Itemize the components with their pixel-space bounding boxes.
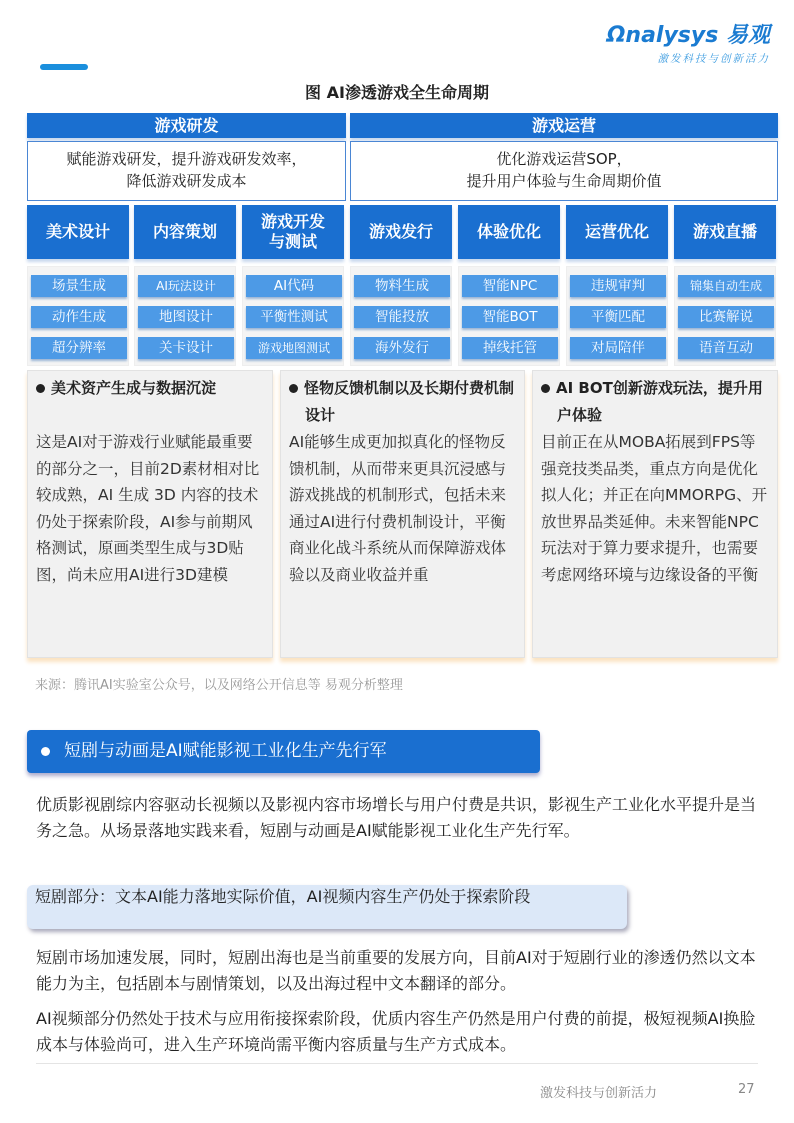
figure-title: 图 AI渗透游戏全生命周期 bbox=[305, 83, 489, 102]
group-header-dev: 游戏研发 bbox=[27, 113, 346, 138]
highlight-subheading: 短剧部分：文本AI能力落地实际价值，AI视频内容生产仍处于探索阶段 bbox=[27, 885, 627, 929]
item-tag: 动作生成 bbox=[31, 306, 127, 328]
item-tag: 平衡性测试 bbox=[246, 306, 342, 328]
item-tag: 对局陪伴 bbox=[570, 337, 666, 359]
category-2: 游戏开发与测试 bbox=[242, 205, 344, 259]
figure-source: 来源：腾讯AI实验室公众号，以及网络公开信息等 易观分析整理 bbox=[35, 678, 403, 693]
category-items bbox=[566, 266, 668, 366]
accent-bar bbox=[40, 64, 88, 70]
item-tag: 海外发行 bbox=[354, 337, 450, 359]
paragraph-short-drama: 短剧市场加速发展，同时，短剧出海也是当前重要的发展方向，目前AI对于短剧行业的渗透仍然以文本能力为主，包括剧本与剧情策划，以及出海过程中文本翻译的部分。 bbox=[36, 948, 756, 993]
group-desc-dev: 赋能游戏研发，提升游戏研发效率， 降低游戏研发成本 bbox=[27, 141, 346, 201]
item-tag: 比赛解说 bbox=[678, 306, 774, 328]
item-tag: 锦集自动生成 bbox=[678, 275, 774, 297]
bullet-icon bbox=[289, 384, 298, 393]
paragraph-intro: 优质影视剧综内容驱动长视频以及影视内容市场增长与用户付费是共识，影视生产工业化水平提升是当务之急。从场景落地实践来看，短剧与动画是AI赋能影视工业化生产先行军。 bbox=[36, 795, 757, 840]
category-0: 美术设计 bbox=[27, 205, 129, 259]
card-ai-bot: AI BOT创新游戏玩法，提升用户体验 目前正在从MOBA拓展到FPS等强竞技类品类，重点方向是优化拟人化；并正在向MMORPG、开放世界品类延伸。未来智能NPC玩法对于算力要求提升，也需要考虑网络环境与边缘设备的平衡 bbox=[532, 370, 778, 658]
item-tag: 智能NPC bbox=[462, 275, 558, 297]
category-items bbox=[134, 266, 236, 366]
card-monster-feedback: 怪物反馈机制以及长期付费机制设计 AI能够生成更加拟真化的怪物反馈机制，从而带来更具沉浸感与游戏挑战的机制形式，包括未来通过AI进行付费机制设计，平衡商业化战斗系统从而保障游戏体验以及商业收益并重 bbox=[280, 370, 525, 658]
item-tag: 语音互动 bbox=[678, 337, 774, 359]
bullet-icon bbox=[36, 384, 45, 393]
category-items bbox=[27, 266, 129, 366]
item-tag: 关卡设计 bbox=[138, 337, 234, 359]
item-tag: 超分辨率 bbox=[31, 337, 127, 359]
category-5: 运营优化 bbox=[566, 205, 668, 259]
group-desc-ops: 优化游戏运营SOP， 提升用户体验与生命周期价值 bbox=[350, 141, 778, 201]
footer-slogan: 激发科技与创新活力 bbox=[540, 1086, 658, 1101]
paragraph-ai-video: AI视频部分仍然处于技术与应用衔接探索阶段，优质内容生产仍然是用户付费的前提，极短视频AI换脸成本与体验尚可，进入生产环境尚需平衡内容质量与生产方式成本。 bbox=[36, 1009, 756, 1054]
item-tag: 智能投放 bbox=[354, 306, 450, 328]
card-art-assets: 美术资产生成与数据沉淀 这是AI对于游戏行业赋能最重要的部分之一，目前2D素材相对比较成熟，AI 生成 3D 内容的技术仍处于探索阶段，AI参与前期风格测试，原画类型生成与3D贴图，尚未应用AI进行3D建模 bbox=[27, 370, 273, 658]
category-6: 游戏直播 bbox=[674, 205, 776, 259]
item-tag: 物料生成 bbox=[354, 275, 450, 297]
item-tag: 场景生成 bbox=[31, 275, 127, 297]
analysys-logo: Ωnalysys 易观 激发科技与创新活力 bbox=[606, 23, 770, 65]
item-tag: AI代码 bbox=[246, 275, 342, 297]
page-number: 27 bbox=[738, 1082, 755, 1097]
category-1: 内容策划 bbox=[134, 205, 236, 259]
item-tag: 掉线托管 bbox=[462, 337, 558, 359]
category-items bbox=[674, 266, 776, 366]
category-items bbox=[458, 266, 560, 366]
bullet-icon bbox=[541, 384, 550, 393]
item-tag: 平衡匹配 bbox=[570, 306, 666, 328]
category-3: 游戏发行 bbox=[350, 205, 452, 259]
group-header-ops: 游戏运营 bbox=[350, 113, 778, 138]
category-4: 体验优化 bbox=[458, 205, 560, 259]
item-tag: 违规审判 bbox=[570, 275, 666, 297]
item-tag: 地图设计 bbox=[138, 306, 234, 328]
category-items bbox=[350, 266, 452, 366]
item-tag: AI玩法设计 bbox=[138, 275, 234, 297]
section-banner: 短剧与动画是AI赋能影视工业化生产先行军 bbox=[27, 730, 540, 773]
item-tag: 游戏地图测试 bbox=[246, 337, 342, 359]
footer-divider bbox=[36, 1063, 758, 1064]
item-tag: 智能BOT bbox=[462, 306, 558, 328]
bullet-icon bbox=[41, 747, 50, 756]
category-items bbox=[242, 266, 344, 366]
